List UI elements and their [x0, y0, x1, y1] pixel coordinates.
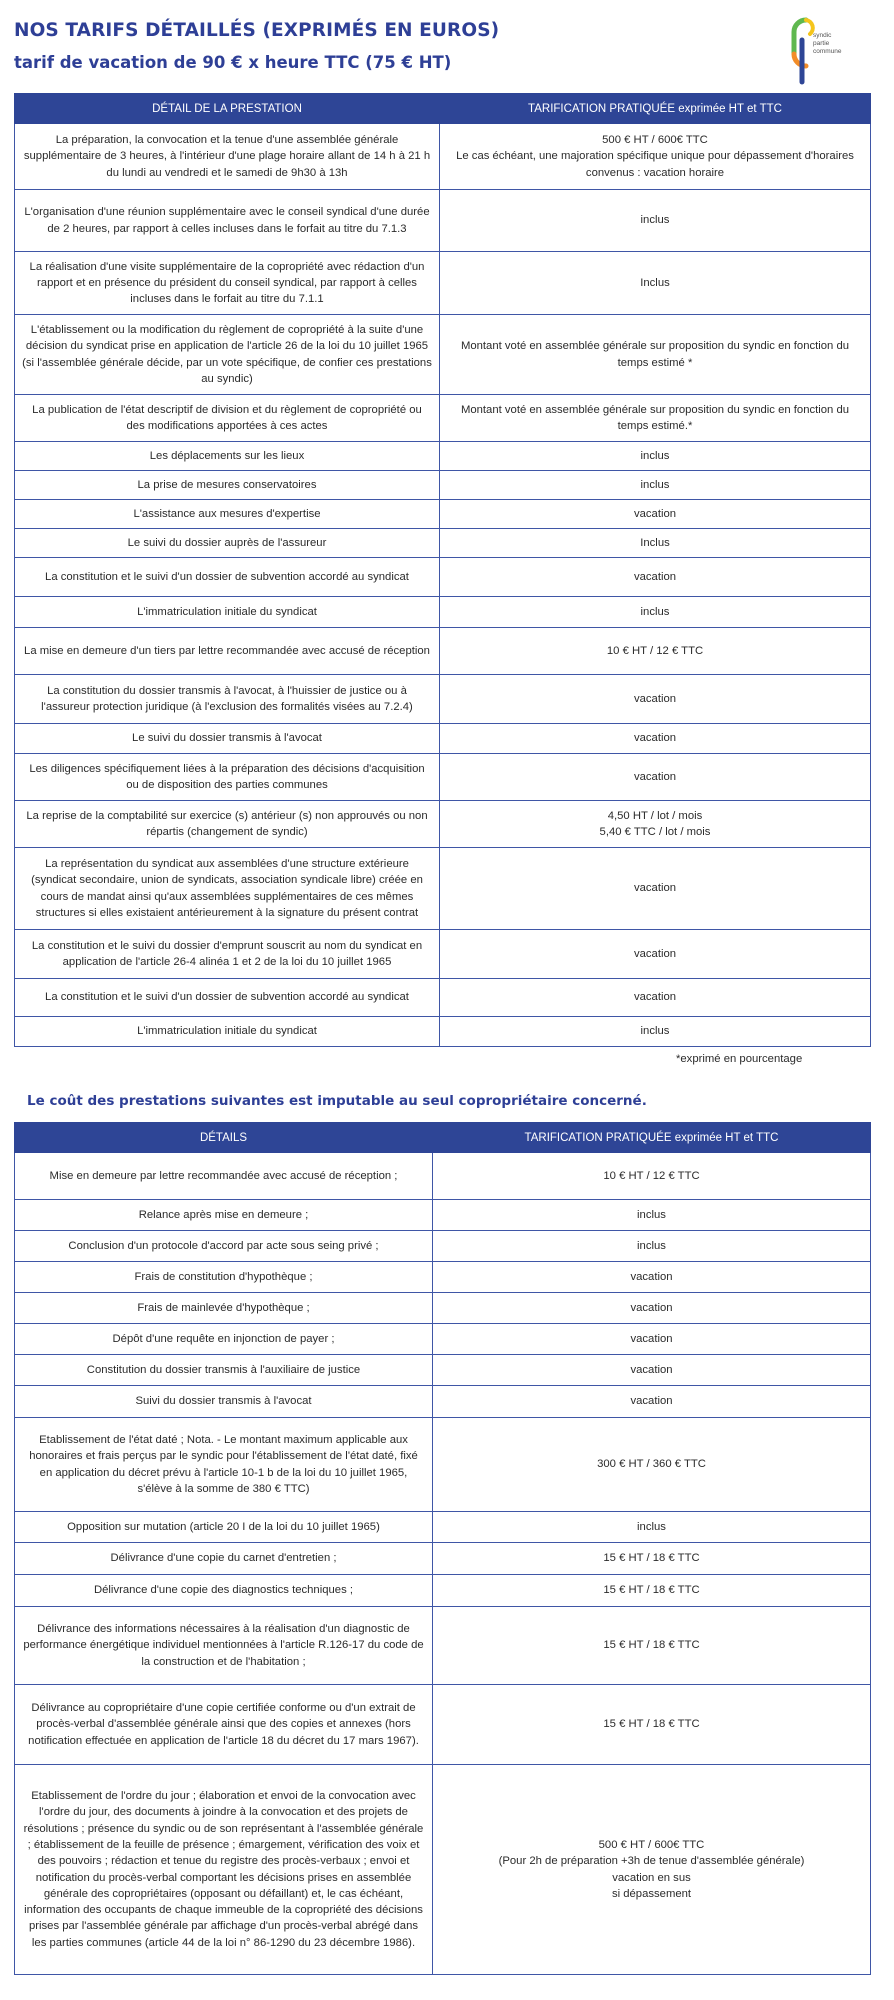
tarif-cell: inclus [433, 1200, 871, 1231]
column-header: TARIFICATION PRATIQUÉE exprimée HT et TTC [433, 1123, 871, 1153]
table-row [15, 1607, 871, 1685]
table-row [15, 1765, 871, 1975]
tarif-cell: 500 € HT / 600€ TTC (Pour 2h de préparation +3h de tenue d'assemblée générale) vacation en sus si dépassement [433, 1765, 871, 1975]
prestation-cell: Délivrance au copropriétaire d'une copie certifiée conforme ou d'un extrait de procès-verbal d'assemblée générale ainsi que des copies et annexes (hors notification effectuée en application de l'article 18 du décret du 17 mars 1967). [15, 1685, 433, 1765]
table-row [15, 1512, 871, 1543]
prestation-cell: La représentation du syndicat aux assemblées d'une structure extérieure (syndicat secondaire, union de syndicats, association syndicale libre) créée en cours de mandat ainsi qu'aux assemblées supplémentaires de ces mêmes structures si elles existaient antérieurement à la signature du présent contrat [15, 848, 440, 930]
tarif-cell: 500 € HT / 600€ TTC Le cas échéant, une majoration spécifique unique pour dépassement d'horaires convenus : vacation horaire [440, 124, 871, 190]
prestation-cell: Les déplacements sur les lieux [15, 442, 440, 471]
tarif-cell: vacation [440, 500, 871, 529]
prestation-cell: Dépôt d'une requête en injonction de payer ; [15, 1324, 433, 1355]
tarif-cell: Montant voté en assemblée générale sur proposition du syndic en fonction du temps estimé.* [440, 395, 871, 442]
tarif-cell: vacation [433, 1324, 871, 1355]
prestation-cell: Suivi du dossier transmis à l'avocat [15, 1386, 433, 1418]
prestation-cell: La publication de l'état descriptif de division et du règlement de copropriété ou des modifications apportées à ces actes [15, 395, 440, 442]
tarif-cell: vacation [433, 1262, 871, 1293]
prestation-cell: Le suivi du dossier transmis à l'avocat [15, 724, 440, 754]
prestation-cell: L'organisation d'une réunion supplémentaire avec le conseil syndical d'une durée de 2 heures, par rapport à celles incluses dans le forfait au titre du 7.1.3 [15, 190, 440, 252]
column-header: DÉTAILS [15, 1123, 433, 1153]
table-row [15, 471, 871, 500]
prestation-cell: La réalisation d'une visite supplémentaire de la copropriété avec rédaction d'un rapport et en présence du président du conseil syndical, par rapport à celles incluses dans le forfait au titre du 7.1.1 [15, 252, 440, 315]
tarif-cell: vacation [440, 724, 871, 754]
logo-text-2: partie [813, 40, 830, 47]
prestation-cell: Délivrance d'une copie des diagnostics techniques ; [15, 1575, 433, 1607]
table-row [15, 597, 871, 628]
table-row [15, 1231, 871, 1262]
prestation-cell: Mise en demeure par lettre recommandée avec accusé de réception ; [15, 1153, 433, 1200]
tarif-cell: vacation [440, 848, 871, 930]
table-row [15, 252, 871, 315]
column-header: TARIFICATION PRATIQUÉE exprimée HT et TTC [440, 94, 871, 124]
table-row [15, 628, 871, 675]
tarif-cell: vacation [440, 979, 871, 1017]
prestation-cell: Délivrance d'une copie du carnet d'entretien ; [15, 1543, 433, 1575]
tarif-cell: 4,50 HT / lot / mois 5,40 € TTC / lot / mois [440, 801, 871, 848]
prestation-cell: La reprise de la comptabilité sur exercice (s) antérieur (s) non approuvés ou non répartis (changement de syndic) [15, 801, 440, 848]
prestation-cell: L'immatriculation initiale du syndicat [15, 1017, 440, 1047]
table-row [15, 1017, 871, 1047]
table-row [15, 1386, 871, 1418]
table-row [15, 529, 871, 558]
logo-text-3: commune [813, 48, 842, 55]
tarif-cell: Montant voté en assemblée générale sur proposition du syndic en fonction du temps estimé * [440, 315, 871, 395]
prestation-cell: La prise de mesures conservatoires [15, 471, 440, 500]
prestation-cell: La constitution et le suivi d'un dossier de subvention accordé au syndicat [15, 558, 440, 597]
table-row [15, 124, 871, 190]
prestation-cell: Etablissement de l'ordre du jour ; élaboration et envoi de la convocation avec l'ordre du jour, des documents à joindre à la convocation et des projets de résolutions ; présence du syndic ou de son représentant à l'assemblée générale ; établissement de la feuille de présence ; émargement, vérification des voix et des pouvoirs ; rédaction et tenue du registre des procès-verbaux ; envoi et notification du procès-verbal comportant les décisions prises en assemblée générale des copropriétaires (opposant ou défaillant) et, le cas échéant, information des occupants de chaque immeuble de la copropriété des décisions prises par l'assemblée générale par affichage d'un procès-verbal abrégé dans les parties communes (article 44 de la loi n° 86-1290 du 23 décembre 1986). [15, 1765, 433, 1975]
page-title: NOS TARIFS DÉTAILLÉS (EXPRIMÉS EN EUROS) [14, 20, 500, 41]
tarif-cell: 10 € HT / 12 € TTC [433, 1153, 871, 1200]
prestation-cell: Opposition sur mutation (article 20 I de la loi du 10 juillet 1965) [15, 1512, 433, 1543]
prestation-cell: Constitution du dossier transmis à l'auxiliaire de justice [15, 1355, 433, 1386]
tarif-cell: inclus [433, 1231, 871, 1262]
table-row [15, 1685, 871, 1765]
prestation-cell: Frais de mainlevée d'hypothèque ; [15, 1293, 433, 1324]
tarif-cell: 15 € HT / 18 € TTC [433, 1607, 871, 1685]
company-logo [784, 10, 854, 88]
table-row [15, 500, 871, 529]
table-row [15, 315, 871, 395]
prestation-cell: La constitution et le suivi du dossier d'emprunt souscrit au nom du syndicat en application de l'article 26-4 alinéa 1 et 2 de la loi du 10 juillet 1965 [15, 930, 440, 979]
tarif-cell: inclus [440, 442, 871, 471]
tarif-cell: Inclus [440, 252, 871, 315]
table-row [15, 1355, 871, 1386]
prestation-cell: L'assistance aux mesures d'expertise [15, 500, 440, 529]
prestation-cell: Conclusion d'un protocole d'accord par acte sous seing privé ; [15, 1231, 433, 1262]
table-row [15, 754, 871, 801]
copropriétaire-table [14, 1122, 871, 1975]
prestation-cell: Le suivi du dossier auprès de l'assureur [15, 529, 440, 558]
prestation-cell: Relance après mise en demeure ; [15, 1200, 433, 1231]
tarif-cell: vacation [440, 930, 871, 979]
prestation-cell: La constitution du dossier transmis à l'avocat, à l'huissier de justice ou à l'assureur protection juridique (à l'exclusion des formalités visées au 7.2.4) [15, 675, 440, 724]
tarif-cell: Inclus [440, 529, 871, 558]
table-row [15, 848, 871, 930]
tarif-cell: inclus [433, 1512, 871, 1543]
table-row [15, 724, 871, 754]
footnote: *exprimé en pourcentage [676, 1053, 803, 1065]
table-row [15, 1575, 871, 1607]
prestation-cell: Les diligences spécifiquement liées à la préparation des décisions d'acquisition ou de disposition des parties communes [15, 754, 440, 801]
table-row [15, 1293, 871, 1324]
table-row [15, 395, 871, 442]
table-row [15, 1200, 871, 1231]
table-row [15, 1262, 871, 1293]
tarifs-table [14, 93, 871, 1047]
tarif-cell: vacation [440, 675, 871, 724]
tarif-cell: 15 € HT / 18 € TTC [433, 1685, 871, 1765]
table-row [15, 979, 871, 1017]
table-row [15, 1418, 871, 1512]
tarif-cell: vacation [433, 1293, 871, 1324]
tarif-cell: 15 € HT / 18 € TTC [433, 1575, 871, 1607]
section-title: Le coût des prestations suivantes est imputable au seul copropriétaire concerné. [27, 1093, 647, 1109]
tarif-cell: vacation [433, 1386, 871, 1418]
tarif-cell: vacation [440, 558, 871, 597]
table-row [15, 675, 871, 724]
table-row [15, 558, 871, 597]
table-row [15, 1543, 871, 1575]
tarif-cell: 300 € HT / 360 € TTC [433, 1418, 871, 1512]
tarif-cell: 10 € HT / 12 € TTC [440, 628, 871, 675]
tarif-cell: 15 € HT / 18 € TTC [433, 1543, 871, 1575]
column-header: DÉTAIL DE LA PRESTATION [15, 94, 440, 124]
prestation-cell: La constitution et le suivi d'un dossier de subvention accordé au syndicat [15, 979, 440, 1017]
table-row [15, 930, 871, 979]
prestation-cell: La mise en demeure d'un tiers par lettre recommandée avec accusé de réception [15, 628, 440, 675]
tarif-cell: vacation [433, 1355, 871, 1386]
prestation-cell: L'immatriculation initiale du syndicat [15, 597, 440, 628]
prestation-cell: L'établissement ou la modification du règlement de copropriété à la suite d'une décision du syndicat prise en application de l'article 26 de la loi du 10 juillet 1965 (si l'assemblée générale décide, par un vote spécifique, de confier ces prestations au syndic) [15, 315, 440, 395]
table-row [15, 1153, 871, 1200]
tarif-cell: inclus [440, 190, 871, 252]
tarif-cell: inclus [440, 1017, 871, 1047]
table-row [15, 442, 871, 471]
page-subtitle: tarif de vacation de 90 € x heure TTC (75 € HT) [14, 53, 452, 72]
prestation-cell: Etablissement de l'état daté ; Nota. - Le montant maximum applicable aux honoraires et frais perçus par le syndic pour l'établissement de l'état daté, fixé en application du décret prévu à l'article 10-1 b de la loi du 10 juillet 1965, s'élève à la somme de 380 € TTC) [15, 1418, 433, 1512]
table-row [15, 801, 871, 848]
tarif-cell: inclus [440, 597, 871, 628]
prestation-cell: La préparation, la convocation et la tenue d'une assemblée générale supplémentaire de 3 heures, à l'intérieur d'une plage horaire allant de 14 h à 21 h du lundi au vendredi et le samedi de 9h30 à 13h [15, 124, 440, 190]
prestation-cell: Délivrance des informations nécessaires à la réalisation d'un diagnostic de performance énergétique individuel mentionnées à l'article R.126-17 du code de la construction et de l'habitation ; [15, 1607, 433, 1685]
tarif-cell: inclus [440, 471, 871, 500]
table-header-row [15, 94, 871, 124]
table-row [15, 1324, 871, 1355]
tarif-cell: vacation [440, 754, 871, 801]
prestation-cell: Frais de constitution d'hypothèque ; [15, 1262, 433, 1293]
table-header-row [15, 1123, 871, 1153]
logo-text-1: syndic [813, 32, 832, 39]
table-row [15, 190, 871, 252]
